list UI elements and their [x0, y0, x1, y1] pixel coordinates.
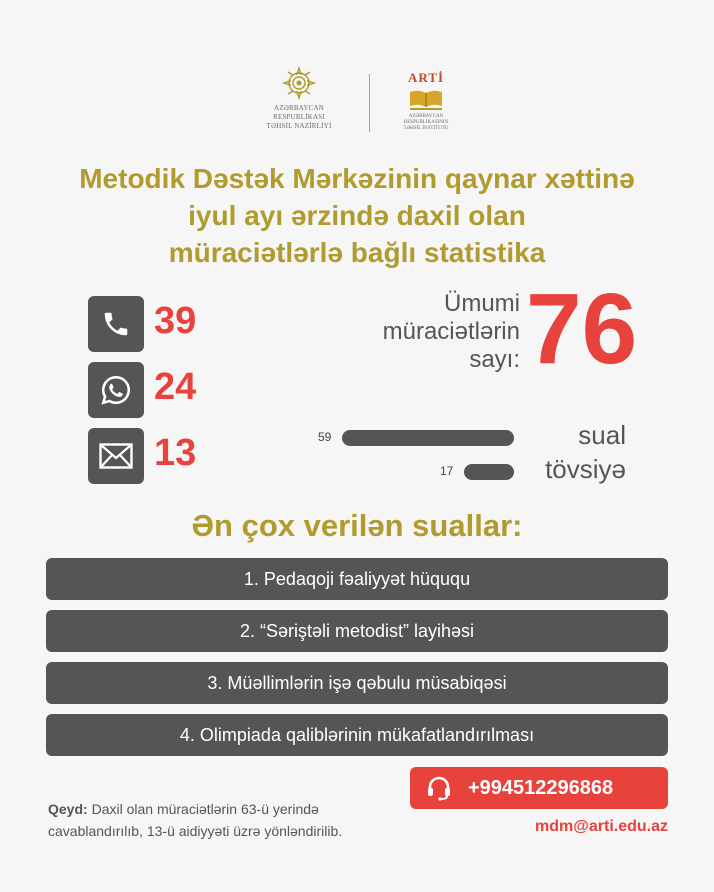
breakdown-bar — [464, 464, 514, 480]
faq-item-1: 1. Pedaqoji fəaliyyət hüququ — [46, 558, 668, 600]
book-emblem-icon — [408, 88, 444, 112]
ministry-caption-2: TƏHSİL NAZİRLİYİ — [266, 122, 332, 130]
breakdown-row-1 — [0, 420, 714, 450]
total-label — [344, 290, 520, 374]
contact-email-link[interactable]: mdm@arti.edu.az — [535, 818, 668, 835]
faq-title: Ən çox verilən suallar: — [191, 508, 523, 543]
breakdown-value: 59 — [318, 430, 332, 444]
total-label-line-2: müraciətlərin — [382, 318, 520, 345]
arti-caption-1: AZƏRBAYCAN RESPUBLİKASININ — [403, 114, 449, 125]
faq-item-4: 4. Olimpiada qaliblərinin mükafatlandırılması — [46, 714, 668, 756]
note-text: Daxil olan müraciətlərin 63-ü yerində cavablandırılıb, 13-ü aidiyyəti üzrə yönləndirilib. — [48, 801, 343, 839]
breakdown-value: 17 — [440, 464, 454, 478]
phone-icon — [88, 296, 144, 352]
ministry-caption-1: AZƏRBAYCAN RESPUBLİKASI — [273, 104, 325, 121]
headset-icon — [410, 774, 468, 802]
faq-item-2: 2. “Səriştəli metodist” layihəsi — [46, 610, 668, 652]
hotline-phone-number: +994512296868 — [468, 776, 614, 799]
title-line-3: müraciətlərlə bağlı statistika — [168, 237, 546, 268]
mail-count: 13 — [154, 432, 197, 474]
faq-item-3: 3. Müəllimlərin işə qəbulu müsabiqəsi — [46, 662, 668, 704]
phone-count: 39 — [154, 300, 197, 342]
total-label-line-3: sayı: — [469, 346, 520, 373]
whatsapp-count: 24 — [154, 366, 197, 408]
title-line-1: Metodik Dəstək Mərkəzinin qaynar xəttinə — [79, 163, 635, 194]
note — [48, 798, 408, 842]
breakdown-bar — [342, 430, 514, 446]
ministry-logo — [254, 66, 344, 131]
whatsapp-icon — [88, 362, 144, 418]
total-value: 76 — [526, 273, 638, 385]
logo-divider — [369, 74, 370, 132]
ministry-emblem-icon — [282, 66, 316, 100]
breakdown-label: tövsiyə — [545, 454, 626, 484]
arti-logo — [390, 70, 462, 132]
header-logos — [0, 66, 714, 132]
hotline-phone-button[interactable] — [410, 767, 668, 809]
total-label-line-1: Ümumi — [444, 290, 520, 317]
breakdown-row-2 — [0, 454, 714, 484]
page-title — [0, 160, 714, 271]
title-line-2: iyul ayı ərzində daxil olan — [188, 200, 526, 231]
arti-name: ARTİ — [407, 70, 445, 85]
arti-caption-2: TƏHSİL İNSTİTUTU — [403, 126, 449, 131]
note-label: Qeyd: — [48, 801, 88, 817]
breakdown-label: sual — [578, 420, 626, 450]
